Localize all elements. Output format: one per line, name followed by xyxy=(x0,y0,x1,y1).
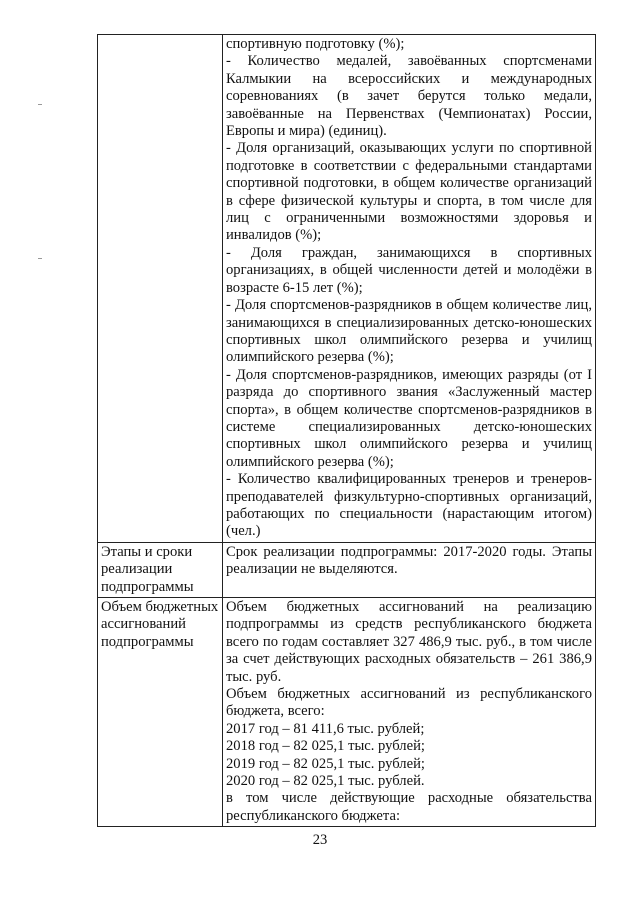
indicator-item: - Доля спортсменов-разрядников в общем количестве лиц, занимающихся в специализированных детско-юношеских спортивных школ олимпийского резерва и училищ олимпийского резерва (%); xyxy=(226,297,592,366)
margin-tick xyxy=(38,258,42,259)
stages-text: Срок реализации подпрограммы: 2017-2020 годы. Этапы реализации не выделяются. xyxy=(226,543,592,578)
funding-year-line: 2020 год – 82 025,1 тыс. рублей. xyxy=(226,773,425,790)
funding-year-line: 2019 год – 82 025,1 тыс. рублей; xyxy=(226,755,425,772)
table-row xyxy=(98,35,596,543)
page-number: 23 xyxy=(312,832,328,848)
indicator-item: - Доля спортсменов-разрядников, имеющих разряды (от I разряда до спортивного звания «Заслуженный мастер спорта», в общем количестве спортсменов-разрядников в системе специализированных детско-юношеских спортивных школ олимпийского резерва и училищ олимпийского резерва (%); xyxy=(226,366,592,470)
indicator-item: - Количество квалифицированных тренеров и тренеров-преподавателей физкультурно-спортивных организаций, работающих по специальности (нарастающим итогом) (чел.) xyxy=(226,471,592,540)
indicator-item: - Доля организаций, оказывающих услуги по спортивной подготовке в соответствии с федеральными стандартами спортивной подготовки, в общем количестве организаций в сфере физической культуры и спорта, в том числе для лиц с ограниченными возможностями здоровья и инвалидов (%); xyxy=(226,140,592,244)
indicator-item: - Доля граждан, занимающихся в спортивных организациях, в общей численности детей и молодёжи в возрасте 6-15 лет (%); xyxy=(226,244,592,296)
stages-label: Этапы и сроки реализации подпрограммы xyxy=(98,542,223,597)
funding-label: Объем бюджетных ассигнований подпрограммы xyxy=(98,598,223,827)
stages-cell xyxy=(223,542,596,597)
indicator-item: - Количество медалей, завоёванных спортсменами Калмыкии на всероссийских и международных соревнованиях (в зачет берутся только медали, завоёванные на Первенствах (Чемпионатах) России, Европы и мира) (единиц). xyxy=(226,53,592,140)
funding-year-line: 2017 год – 81 411,6 тыс. рублей; xyxy=(226,720,425,737)
indicators-cell xyxy=(223,35,596,543)
indicator-item: спортивную подготовку (%); xyxy=(226,36,405,52)
passport-table xyxy=(97,34,596,827)
label-cell-empty xyxy=(98,35,223,543)
margin-tick xyxy=(38,104,42,105)
funding-paragraph: Объем бюджетных ассигнований из республиканского бюджета, всего: xyxy=(226,686,592,720)
funding-paragraph: в том числе действующие расходные обязательства республиканского бюджета: xyxy=(226,790,592,824)
table-row xyxy=(98,598,596,827)
funding-paragraph: Объем бюджетных ассигнований на реализацию подпрограммы из средств республиканского бюджета всего по годам составляет 327 486,9 тыс. руб., в том числе за счет действующих расходных обязательств – 261 386,9 тыс. руб. xyxy=(226,599,592,685)
funding-year-line: 2018 год – 82 025,1 тыс. рублей; xyxy=(226,738,425,755)
funding-cell xyxy=(223,598,596,827)
table-row xyxy=(98,542,596,597)
